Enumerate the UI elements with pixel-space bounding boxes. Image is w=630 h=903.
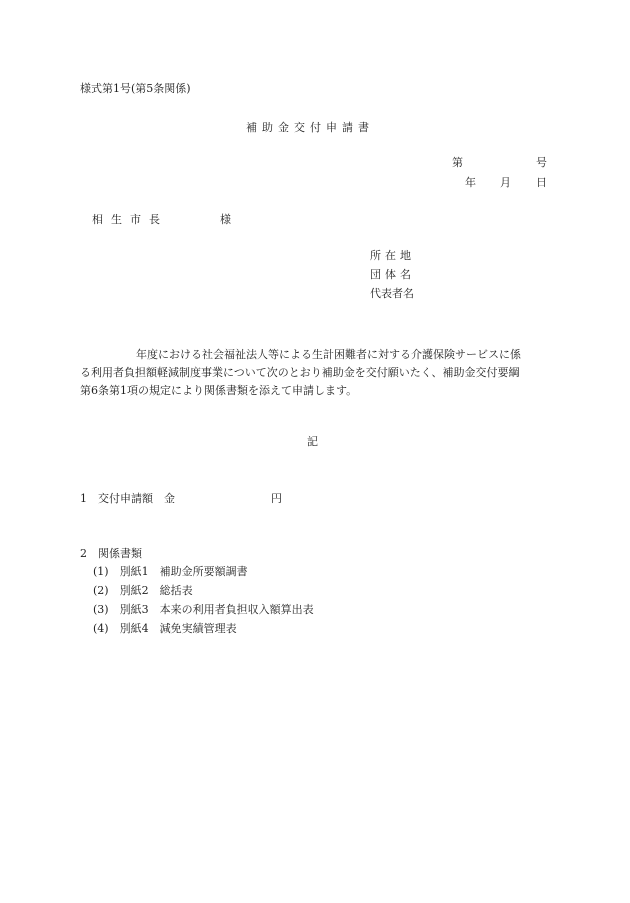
doc-number-go: 号	[536, 156, 547, 169]
addressee-name: 相生市長	[92, 213, 168, 226]
doc-number-dai: 第	[452, 156, 463, 169]
applicant-org-label: 団体名	[370, 268, 415, 281]
doc-list-item-3: (3) 別紙3 本来の利用者負担収入額算出表	[93, 603, 314, 616]
item1-yen: 円	[271, 492, 282, 505]
body-line-2: る利用者負担額軽減制度事業について次のとおり補助金を交付願いたく、補助金交付要綱	[80, 366, 520, 379]
document-title: 補助金交付申請書	[246, 121, 374, 134]
body-paragraph	[80, 346, 548, 400]
body-line-1-text: 年度における社会福祉法人等による生計困難者に対する介護保険サービスに係	[136, 348, 521, 361]
date-day: 日	[536, 176, 547, 189]
addressee-honorific: 様	[220, 213, 231, 226]
date-month: 月	[500, 176, 511, 189]
item1-label: 1 交付申請額 金	[80, 492, 175, 505]
doc-list-item-2: (2) 別紙2 総括表	[93, 584, 193, 597]
form-number: 様式第1号(第5条関係)	[80, 82, 191, 95]
body-line-3: 第6条第1項の規定により関係書類を添えて申請します。	[80, 384, 358, 397]
doc-list-item-4: (4) 別紙4 減免実績管理表	[93, 622, 237, 635]
doc-list-item-1: (1) 別紙1 補助金所要額調書	[93, 565, 248, 578]
applicant-rep-label: 代表者名	[370, 287, 414, 300]
ki-heading: 記	[307, 435, 318, 448]
item2-label: 2 関係書類	[80, 547, 142, 560]
body-line-1	[80, 346, 548, 364]
date-year: 年	[465, 176, 476, 189]
applicant-address-label: 所在地	[370, 249, 415, 262]
